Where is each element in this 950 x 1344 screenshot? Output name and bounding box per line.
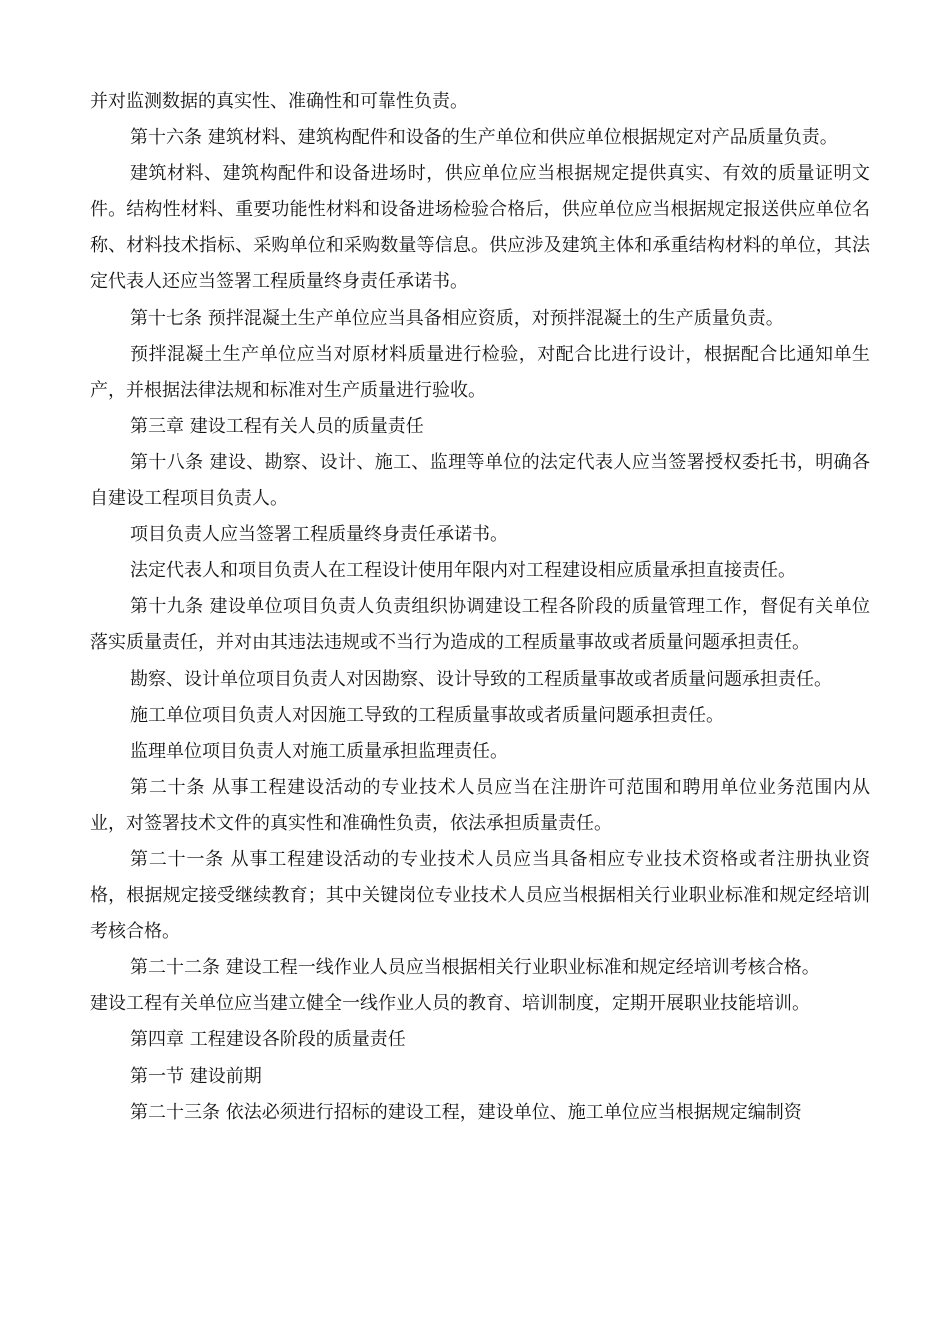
paragraph-17: 建设工程有关单位应当建立健全一线作业人员的教育、培训制度，定期开展职业技能培训。 (90, 993, 810, 1015)
paragraph-4: 第十七条 预拌混凝土生产单位应当具备相应资质，对预拌混凝土的生产质量负责。 (130, 307, 784, 329)
paragraph-3: 建筑材料、建筑构配件和设备进场时，供应单位应当根据规定提供真实、有效的质量证明文件。结构性材料、重要功能性材料和设备进场检验合格后，供应单位应当根据规定报送供应单位名称、材料技术指标、采购单位和采购数量等信息。供应涉及建筑主体和承重结构材料的单位，其法定代表人还应当签署工程质量终身责任承诺书。 (90, 163, 870, 293)
document-body (90, 84, 870, 1131)
paragraph-7: 第十八条 建设、勘察、设计、施工、监理等单位的法定代表人应当签署授权委托书，明确各自建设工程项目负责人。 (90, 451, 870, 510)
paragraph-20: 第二十三条 依法必须进行招标的建设工程，建设单位、施工单位应当根据规定编制资 (130, 1101, 802, 1123)
paragraph-1: 并对监测数据的真实性、准确性和可靠性负责。 (90, 91, 468, 112)
paragraph-12: 施工单位项目负责人对因施工导致的工程质量事故或者质量问题承担责任。 (130, 704, 724, 726)
paragraph-8: 项目负责人应当签署工程质量终身责任承诺书。 (130, 524, 508, 546)
paragraph-10: 第十九条 建设单位项目负责人负责组织协调建设工程各阶段的质量管理工作，督促有关单位落实质量责任，并对由其违法违规或不当行为造成的工程质量事故或者质量问题承担责任。 (90, 596, 870, 654)
paragraph-16: 第二十二条 建设工程一线作业人员应当根据相关行业职业标准和规定经培训考核合格。 (130, 957, 820, 979)
chapter-3-heading: 第三章 建设工程有关人员的质量责任 (130, 415, 424, 437)
paragraph-9: 法定代表人和项目负责人在工程设计使用年限内对工程建设相应质量承担直接责任。 (130, 560, 796, 582)
chapter-4-heading: 第四章 工程建设各阶段的质量责任 (130, 1029, 406, 1051)
paragraph-5: 预拌混凝土生产单位应当对原材料质量进行检验，对配合比进行设计，根据配合比通知单生产，并根据法律法规和标准对生产质量进行验收。 (90, 343, 870, 401)
paragraph-14: 第二十条 从事工程建设活动的专业技术人员应当在注册许可范围和聘用单位业务范围内从业，对签署技术文件的真实性和准确性负责，依法承担质量责任。 (90, 776, 870, 834)
paragraph-15: 第二十一条 从事工程建设活动的专业技术人员应当具备相应专业技术资格或者注册执业资格，根据规定接受继续教育；其中关键岗位专业技术人员应当根据相关行业职业标准和规定经培训考核合格。 (90, 848, 870, 943)
paragraph-11: 勘察、设计单位项目负责人对因勘察、设计导致的工程质量事故或者质量问题承担责任。 (130, 668, 832, 690)
paragraph-13: 监理单位项目负责人对施工质量承担监理责任。 (130, 740, 508, 762)
paragraph-2: 第十六条 建筑材料、建筑构配件和设备的生产单位和供应单位根据规定对产品质量负责。 (130, 127, 838, 149)
section-1-heading: 第一节 建设前期 (130, 1065, 262, 1087)
